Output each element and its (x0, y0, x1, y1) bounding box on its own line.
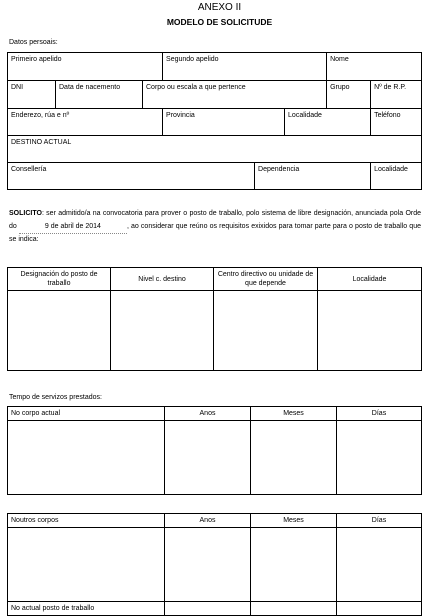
dni-field[interactable] (8, 81, 56, 109)
dias-header: Días (337, 514, 422, 528)
conselleria-label: Consellería (11, 166, 47, 173)
corpo-escala-label: Corpo ou escala a que pertence (146, 84, 246, 91)
solicito-text-2: , ao considerar que reúno os requisitos exixidos para tomar parte para o posto de traballo que se indica: (9, 222, 421, 243)
dias-header: Días (337, 407, 422, 421)
enderezo-field[interactable] (8, 109, 163, 136)
enderezo-label: Enderezo, rúa e nº (11, 112, 70, 119)
telefono-label: Teléfono (374, 112, 401, 119)
personal-data-label: Datos persoais: (9, 39, 58, 46)
designacion-posto-header: Designación do posto de traballo (8, 268, 111, 291)
posto-actual-label: No actual posto de traballo (11, 605, 95, 612)
corpo-actual-cell[interactable] (8, 421, 165, 495)
posto-actual-dias-cell[interactable] (337, 602, 422, 616)
order-date-field[interactable]: 9 de abril de 2014 (19, 221, 127, 235)
localidade-field[interactable] (285, 109, 371, 136)
servizos-label: Tempo de servizos prestados: (9, 394, 102, 401)
meses-header: Meses (251, 514, 337, 528)
posto-table (7, 267, 422, 371)
form-title: MODELO DE SOLICITUDE (166, 17, 273, 27)
num-rp-field[interactable] (371, 81, 422, 109)
designacion-posto-cell[interactable] (8, 291, 111, 371)
primeiro-apelido-field[interactable] (8, 53, 163, 81)
meses-cell[interactable] (251, 421, 337, 495)
conselleria-field[interactable] (8, 163, 255, 190)
corpo-actual-table (7, 406, 422, 495)
dias-cell[interactable] (337, 421, 422, 495)
anos-cell[interactable] (165, 421, 251, 495)
localidade-label: Localidade (288, 112, 322, 119)
nome-label: Nome (330, 56, 349, 63)
solicito-text-1: : ser admitido/a na convocatoria para prover o posto de traballo, polo sistema de libre designación, anunciada pola Orde do (9, 210, 421, 230)
anos-header: Anos (165, 514, 251, 528)
centro-directivo-cell[interactable] (214, 291, 318, 371)
dias-cell[interactable] (337, 528, 422, 602)
anos-cell[interactable] (165, 528, 251, 602)
corpo-escala-field[interactable] (143, 81, 327, 109)
corpo-actual-header: No corpo actual (8, 407, 165, 421)
anos-header: Anos (165, 407, 251, 421)
dni-label: DNI (11, 84, 24, 91)
provincia-field[interactable] (163, 109, 285, 136)
nivel-destino-cell[interactable] (111, 291, 214, 371)
posto-actual-cell[interactable] (8, 602, 165, 616)
posto-actual-meses-cell[interactable] (251, 602, 337, 616)
segundo-apelido-label: Segundo apelido (166, 56, 219, 63)
num-rp-label: Nº de R.P. (374, 84, 407, 91)
localidade-destino-field[interactable] (371, 163, 422, 190)
localidade-destino-label: Localidade (374, 166, 408, 173)
localidade-cell[interactable] (318, 291, 422, 371)
annex-title: ANEXO II (197, 2, 242, 13)
personal-data-table (7, 52, 422, 190)
segundo-apelido-field[interactable] (163, 53, 327, 81)
nivel-destino-header: Nivel c. destino (111, 268, 214, 291)
solicito-label: SOLICITO (9, 210, 42, 217)
meses-header: Meses (251, 407, 337, 421)
outros-corpos-table (7, 513, 422, 616)
nome-field[interactable] (327, 53, 422, 81)
dependencia-field[interactable] (255, 163, 371, 190)
data-nacemento-label: Data de nacemento (59, 84, 121, 91)
primeiro-apelido-label: Primeiro apelido (11, 56, 62, 63)
outros-corpos-header: Noutros corpos (8, 514, 165, 528)
data-nacemento-field[interactable] (56, 81, 143, 109)
destino-actual-header (8, 136, 422, 163)
grupo-label: Grupo (330, 84, 350, 91)
outros-corpos-cell[interactable] (8, 528, 165, 602)
dependencia-label: Dependencia (258, 166, 300, 173)
destino-actual-label: DESTINO ACTUAL (11, 139, 72, 146)
posto-actual-anos-cell[interactable] (165, 602, 251, 616)
solicito-paragraph (9, 208, 421, 247)
centro-directivo-header: Centro directivo ou unidade de que depende (214, 268, 318, 291)
meses-cell[interactable] (251, 528, 337, 602)
grupo-field[interactable] (327, 81, 371, 109)
telefono-field[interactable] (371, 109, 422, 136)
provincia-label: Provincia (166, 112, 195, 119)
localidade-header: Localidade (318, 268, 422, 291)
